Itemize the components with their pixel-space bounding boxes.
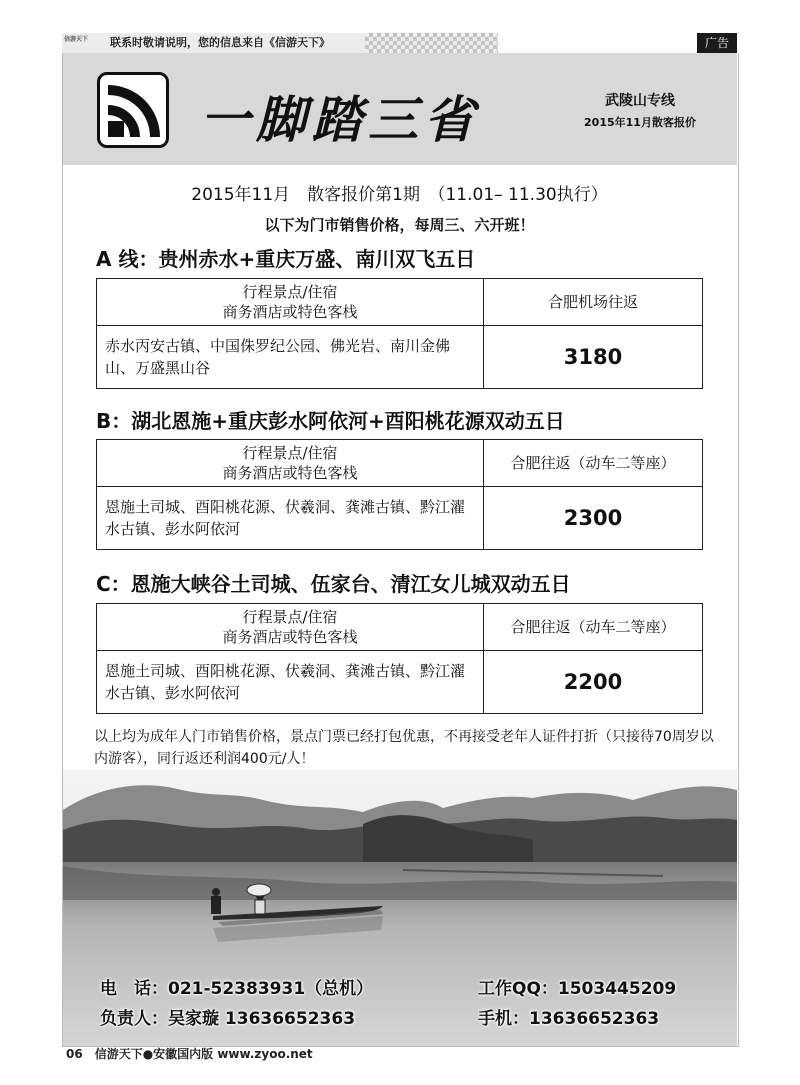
- itinerary-header-line1: 行程景点/住宿: [242, 444, 338, 462]
- route-name: 武陵山专线: [605, 93, 675, 109]
- checker-pattern: [365, 33, 498, 53]
- price-value: 2200: [484, 651, 703, 714]
- mobile-contact: 手机：13636652363: [478, 1009, 660, 1029]
- sales-notice: 以下为门市销售价格，每周三、六开班！: [264, 216, 535, 234]
- itinerary-header-line2: 商务酒店或特色客栈: [222, 464, 358, 482]
- itinerary-header-line1: 行程景点/住宿: [242, 283, 338, 301]
- line-b-title: B：湖北恩施+重庆彭水阿依河+酉阳桃花源双动五日: [96, 409, 565, 433]
- price-period: 2015年11月 散客报价第1期 （11.01– 11.30执行）: [191, 185, 608, 205]
- line-b-table: [96, 439, 703, 550]
- itinerary-header-line1: 行程景点/住宿: [242, 608, 338, 626]
- rss-logo-icon: [97, 72, 169, 148]
- footnote: 以上均为成年人门市销售价格，景点门票已经打包优惠，不再接受老年人证件打折（只接待70周岁以内游客），同行返还利润400元/人！: [94, 729, 714, 767]
- route-subtitle: 2015年11月散客报价: [584, 116, 696, 129]
- itinerary-header: [97, 604, 484, 651]
- page-footer: 06 信游天下●安徽国内版 www.zyoo.net: [66, 1047, 313, 1061]
- itinerary-header: [97, 279, 484, 326]
- phone-contact: 电 话：021-52383931（总机）: [100, 979, 374, 999]
- line-a-title: A 线：贵州赤水+重庆万盛、南川双飞五日: [96, 247, 476, 271]
- price-header: 合肥往返（动车二等座）: [484, 440, 703, 487]
- itinerary-spots: 恩施土司城、酉阳桃花源、伏羲洞、龚滩古镇、黔江濯水古镇、彭水阿依河: [97, 487, 484, 550]
- itinerary-header-line2: 商务酒店或特色客栈: [222, 628, 358, 646]
- itinerary-header-line2: 商务酒店或特色客栈: [222, 303, 358, 321]
- price-header: 合肥机场往返: [484, 279, 703, 326]
- price-header: 合肥往返（动车二等座）: [484, 604, 703, 651]
- price-value: 2300: [484, 487, 703, 550]
- page-title: 一脚踏三省: [200, 90, 480, 149]
- publisher-logo: 信游天下: [64, 36, 89, 43]
- contact-note: 联系时敬请说明，您的信息来自《信游天下》: [110, 36, 330, 49]
- line-c-title: C：恩施大峡谷土司城、伍家台、清江女儿城双动五日: [96, 572, 571, 596]
- manager-contact: 负责人：吴家璇 13636652363: [100, 1009, 356, 1029]
- itinerary-header: [97, 440, 484, 487]
- qq-contact: 工作QQ：1503445209: [478, 979, 677, 999]
- line-a-table: [96, 278, 703, 389]
- line-c-table: [96, 603, 703, 714]
- price-value: 3180: [484, 326, 703, 389]
- itinerary-spots: 恩施土司城、酉阳桃花源、伏羲洞、龚滩古镇、黔江濯水古镇、彭水阿依河: [97, 651, 484, 714]
- ad-tag: 广告: [697, 33, 737, 53]
- itinerary-spots: 赤水丙安古镇、中国侏罗纪公园、佛光岩、南川金佛山、万盛黑山谷: [97, 326, 484, 389]
